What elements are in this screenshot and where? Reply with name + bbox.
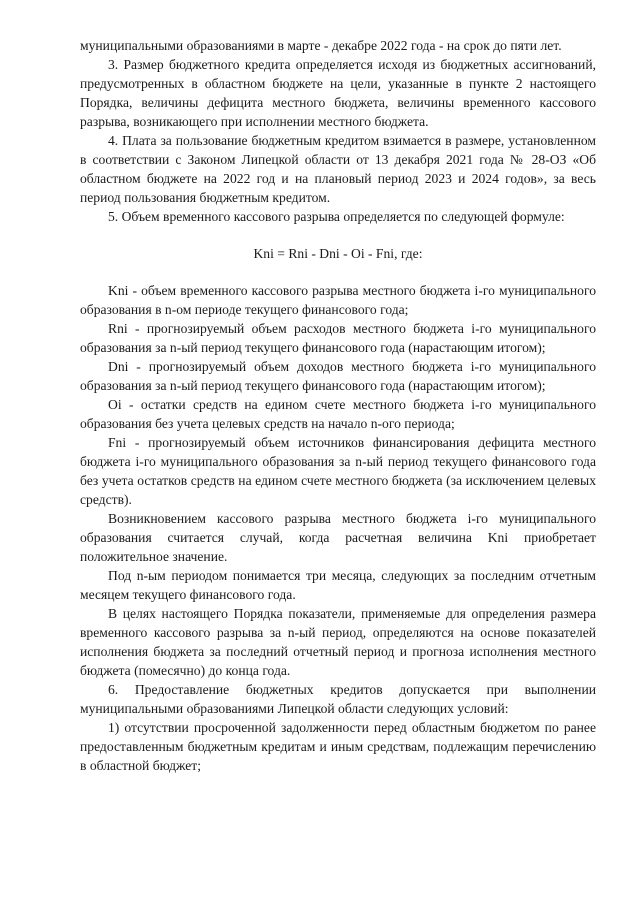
paragraph-indicators: В целях настоящего Порядка показатели, применяемые для определения размера временного кассового разрыва за n-ый период, определяются на основе показателей исполнения бюджета за последний отчетный период и прогноза исполнения местного бюджета (помесячно) до конца года. xyxy=(80,606,596,678)
definition-oi: Oi - остатки средств на едином счете местного бюджета i-го муниципального образования без учета целевых средств на начало n-ого периода; xyxy=(80,397,596,431)
paragraph-item-5: 5. Объем временного кассового разрыва определяется по следующей формуле: xyxy=(108,209,565,224)
definition-kni: Kni - объем временного кассового разрыва местного бюджета i-го муниципального образования в n-ом периоде текущего финансового года; xyxy=(80,283,596,317)
paragraph-cash-gap: Возникновением кассового разрыва местного бюджета i-го муниципального образования считается случай, когда расчетная величина Kni приобретает положительное значение. xyxy=(80,511,596,564)
paragraph-continuation: муниципальными образованиями в марте - декабре 2022 года - на срок до пяти лет. xyxy=(80,38,562,53)
formula: Kni = Rni - Dni - Oi - Fni, где: xyxy=(253,246,423,261)
definition-rni: Rni - прогнозируемый объем расходов местного бюджета i-го муниципального образования за n-ый период текущего финансового года (нарастающим итогом); xyxy=(80,321,596,355)
definition-fni: Fni - прогнозируемый объем источников финансирования дефицита местного бюджета i-го муниципального образования за n-ый период текущего финансового года без учета остатков средств на едином счете местного бюджета (за исключением целевых средств). xyxy=(80,435,596,507)
paragraph-item-6: 6. Предоставление бюджетных кредитов допускается при выполнении муниципальными образованиями Липецкой области следующих условий: xyxy=(80,682,596,716)
definition-dni: Dni - прогнозируемый объем доходов местного бюджета i-го муниципального образования за n-ый период текущего финансового года (нарастающим итогом); xyxy=(80,359,596,393)
paragraph-condition-1: 1) отсутствии просроченной задолженности перед областным бюджетом по ранее предоставленным бюджетным кредитам и иным средствам, подлежащим перечислению в областной бюджет; xyxy=(80,720,596,773)
paragraph-item-4: 4. Плата за пользование бюджетным кредитом взимается в размере, установленном в соответствии с Законом Липецкой области от 13 декабря 2021 года № 28-ОЗ «Об областном бюджете на 2022 год и на плановый период 2023 и 2024 годов», за весь период пользования бюджетным кредитом. xyxy=(80,133,596,205)
paragraph-item-3: 3. Размер бюджетного кредита определяется исходя из бюджетных ассигнований, предусмотренных в областном бюджете на цели, указанные в пункте 2 настоящего Порядка, величины дефицита местного бюджета, величины временного кассового разрыва, возникающего при исполнении местного бюджета. xyxy=(80,57,596,129)
paragraph-n-period: Под n-ым периодом понимается три месяца, следующих за последним отчетным месяцем текущего финансового года. xyxy=(80,568,596,602)
